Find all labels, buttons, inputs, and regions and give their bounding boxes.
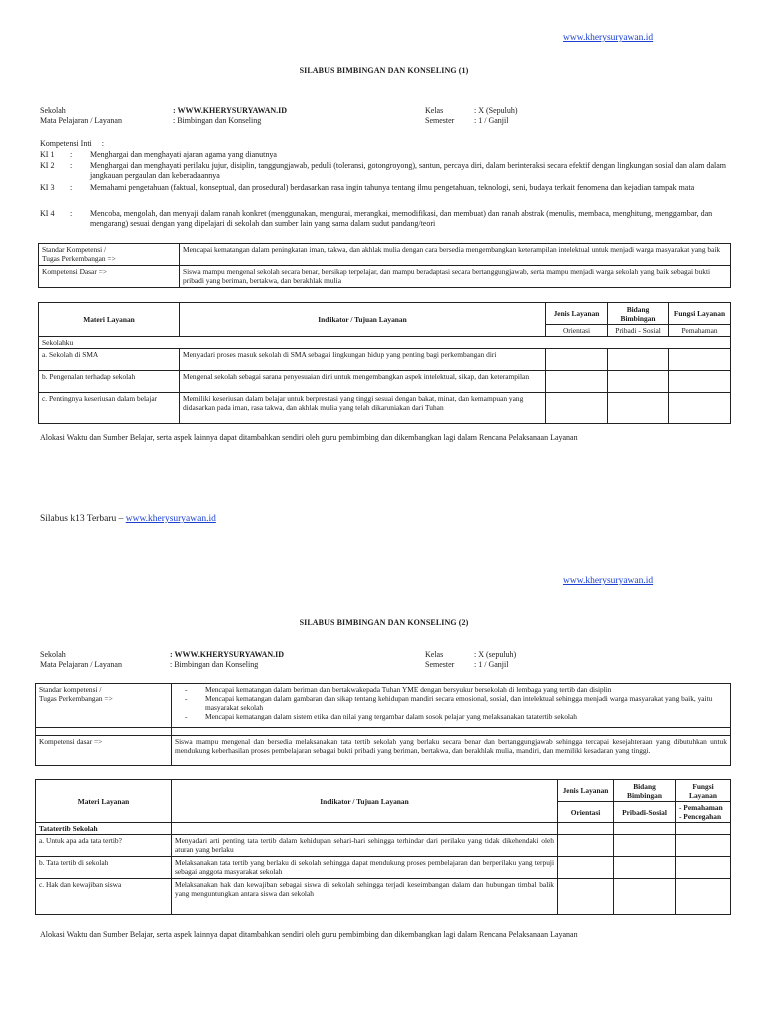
kd-label: Kompetensi dasar => <box>36 736 172 766</box>
th-jenis: Jenis Layanan <box>558 780 614 802</box>
list-item: - Mencapai kematangan dalam sistem etika dan nilai yang tergambar dalam sosok pelajar yang melaksanakan tatatertib sekolah <box>175 712 727 721</box>
materi-cell: a. Sekolah di SMA <box>39 349 180 371</box>
ki-label: KI 3 <box>40 183 55 192</box>
ki-colon: : <box>70 209 73 218</box>
ki-colon: : <box>70 161 73 170</box>
empty-cell <box>172 823 558 835</box>
empty-cell <box>669 371 731 393</box>
semester-value: : 1 / Ganjil <box>474 660 509 669</box>
empty-cell <box>558 879 614 915</box>
sub-bidang: Pribadi - Sosial <box>608 325 669 337</box>
indikator-cell: Memiliki keseriusan dalam belajar untuk berprestasi yang tinggi sesuai dengan bakat, minat, dan kemampuan yang didasarkan pada iman, rasa takwa, dan akhlak mulia yang telah dikaruniakan dari Tuhan <box>180 393 546 424</box>
empty-cell <box>669 349 731 371</box>
empty-cell <box>614 857 676 879</box>
kelas-value: : X (sepuluh) <box>474 650 517 659</box>
sub-bidang: Pribadi-Sosial <box>614 802 676 823</box>
indikator-cell: Mengenal sekolah sebagai sarana penyesuaian diri untuk mengembangkan aspek intelektual, sikap, dan keterampilan <box>180 371 546 393</box>
empty-cell <box>558 835 614 857</box>
th-fungsi: Fungsi Layanan <box>669 303 731 325</box>
ki-colon: : <box>70 150 73 159</box>
note-text: Alokasi Waktu dan Sumber Belajar, serta aspek lainnya dapat ditambahkan sendiri oleh guru pembimbing dan dikembangkan lagi dalam Rencana Pelaksanaan Layanan <box>40 433 578 442</box>
th-indikator: Indikator / Tujuan Layanan <box>180 303 546 337</box>
empty-cell <box>546 349 608 371</box>
spacer-cell <box>172 728 731 736</box>
sub-jenis: Orientasi <box>558 802 614 823</box>
mapel-label: Mata Pelajaran / Layanan <box>40 660 122 669</box>
ki-text: Memahami pengetahuan (faktual, konseptual, dan prosedural) berdasarkan rasa ingin tahunya tentang ilmu pengetahuan, teknologi, seni, budaya terkait fenomena dan kejadian tampak mata <box>90 183 695 192</box>
semester-label: Semester <box>425 660 455 669</box>
table-row <box>36 857 731 879</box>
empty-cell <box>614 879 676 915</box>
empty-cell <box>608 349 669 371</box>
empty-cell <box>676 857 731 879</box>
section-label: Sekolahku <box>39 337 731 349</box>
page-title-2: SILABUS BIMBINGAN DAN KONSELING (2) <box>299 618 469 627</box>
mapel-value: : Bimbingan dan Konseling <box>170 660 259 669</box>
ki-row-1 <box>40 150 730 160</box>
list-item: - Mencapai kematangan dalam beriman dan bertakwakepada Tuhan YME dengan bersyukur bersekolah di lembaga yang tertib dan disiplin <box>175 685 727 694</box>
ki-text: Menghargai dan menghayati ajaran agama yang dianutnya <box>90 150 277 159</box>
header-link-top-2[interactable]: www.kherysuryawan.id <box>563 576 654 586</box>
kompetensi-table <box>38 243 731 288</box>
materi-cell: a. Untuk apa ada tata tertib? <box>36 835 172 857</box>
indikator-cell: Menyadari arti penting tata tertib dalam kehidupan sehari-hari sehingga terhindar dari perilaku yang tidak dikehendaki oleh aturan yang berlaku <box>172 835 558 857</box>
sub-fungsi-2: - Pencegahan <box>679 812 722 821</box>
empty-cell <box>614 835 676 857</box>
th-jenis: Jenis Layanan <box>546 303 608 325</box>
ki-row-2 <box>40 161 730 181</box>
sekolah-value: : WWW.KHERYSURYAWAN.ID <box>170 650 285 659</box>
info-row-sekolah <box>40 106 740 116</box>
ki-heading: Kompetensi Inti : <box>40 139 104 148</box>
sk-list <box>175 685 727 721</box>
section-label: Tatatertib Sekolah <box>36 823 172 835</box>
sub-fungsi: Pemahaman <box>669 325 731 337</box>
info-row-mapel <box>40 116 740 126</box>
indikator-cell: Melaksanakan hak dan kewajiban sebagai siswa di sekolah sehingga terjadi keseimbangan dalam dan hubungan timbal balik yang menguntungkan antara siswa dan sekolah <box>172 879 558 915</box>
semester-value: : 1 / Ganjil <box>474 116 509 125</box>
kd-text: Siswa mampu mengenal dan bersedia melaksanakan tata tertib sekolah yang berlaku secara benar dan bertanggungjawab sehingga tercapai kesejahteraan yang dibutuhkan untuk mendukung keberhasilan proses pembelajaran sebagai bukti pribadi yang beriman, bertakwa, dan berakhlak mulia, mandiri, dan memiliki kesadaran yang tinggi. <box>172 736 731 766</box>
empty-cell <box>676 879 731 915</box>
empty-cell <box>546 393 608 424</box>
empty-cell <box>546 371 608 393</box>
sk-list-cell <box>172 684 731 728</box>
kelas-value: : X (Sepuluh) <box>474 106 518 115</box>
footer-text: Silabus k13 Terbaru – <box>40 514 126 524</box>
th-fungsi: Fungsi Layanan <box>676 780 731 802</box>
th-bidang: Bidang Bimbingan <box>608 303 669 325</box>
materi-cell: c. Hak dan kewajiban siswa <box>36 879 172 915</box>
sekolah-label: Sekolah <box>40 650 66 659</box>
materi-cell: b. Pengenalan terhadap sekolah <box>39 371 180 393</box>
sub-jenis: Orientasi <box>546 325 608 337</box>
footer-line <box>40 514 216 524</box>
ki-label: KI 4 <box>40 209 55 218</box>
sekolah-value: : WWW.KHERYSURYAWAN.ID <box>173 106 288 115</box>
table-row <box>39 349 731 371</box>
ki-row-3 <box>40 183 730 203</box>
empty-cell <box>558 857 614 879</box>
th-bidang: Bidang Bimbingan <box>614 780 676 802</box>
empty-cell <box>608 393 669 424</box>
materi-table-2 <box>35 779 731 915</box>
table-row <box>36 879 731 915</box>
indikator-cell: Melaksanakan tata tertib yang berlaku di sekolah sehingga dapat mendukung proses pembelajaran dan berperilaku yang terpuji sebagai anggota masyarakat sekolah <box>172 857 558 879</box>
header-link-top[interactable]: www.kherysuryawan.id <box>563 33 654 43</box>
ki-colon: : <box>70 183 73 192</box>
spacer-cell <box>36 728 172 736</box>
sub-fungsi-1: - Pemahaman <box>679 803 723 812</box>
indikator-cell: Menyadari proses masuk sekolah di SMA sebagai lingkungan hidup yang penting bagi perkembangan diri <box>180 349 546 371</box>
footer-link[interactable]: www.kherysuryawan.id <box>125 514 216 524</box>
ki-text: Menghargai dan menghayati perilaku jujur, disiplin, tanggungjawab, peduli (toleransi, gotongroyong), santun, percaya diri, dalam berinteraksi secara efektif dengan lingkungan sosial dan alam dalam jangkauan pergaulan dan keberadaannya <box>90 161 727 180</box>
empty-cell <box>608 371 669 393</box>
sk-label: Standar Kompetensi / Tugas Perkembangan => <box>39 244 180 266</box>
page-title: SILABUS BIMBINGAN DAN KONSELING (1) <box>299 66 469 75</box>
th-indikator: Indikator / Tujuan Layanan <box>172 780 558 823</box>
materi-cell: c. Pentingnya keseriusan dalam belajar <box>39 393 180 424</box>
sk-label: Standar kompetensi / Tugas Perkembangan => <box>36 684 172 728</box>
empty-cell <box>614 823 676 835</box>
info-row-mapel-2 <box>40 660 740 670</box>
materi-table <box>38 302 731 424</box>
sub-fungsi-cell <box>676 802 731 823</box>
note-text-2: Alokasi Waktu dan Sumber Belajar, serta aspek lainnya dapat ditambahkan sendiri oleh guru pembimbing dan dikembangkan lagi dalam Rencana Pelaksanaan Layanan <box>40 930 578 939</box>
kd-label: Kompetensi Dasar => <box>39 266 180 288</box>
table-row <box>39 371 731 393</box>
kd-text: Siswa mampu mengenal sekolah secara benar, bersikap terpelajar, dan mampu beradaptasi secara bertanggungjawab, serta mampu menjadi warga sekolah yang baik sebagai bukti pribadi yang beriman, bertakwa, dan berakhlak mulia <box>180 266 731 288</box>
info-row-sekolah-2 <box>40 650 740 660</box>
th-materi: Materi Layanan <box>36 780 172 823</box>
th-materi: Materi Layanan <box>39 303 180 337</box>
ki-label: KI 2 <box>40 161 55 170</box>
kelas-label: Kelas <box>425 106 444 115</box>
list-item: - Mencapai kematangan dalam gambaran dan sikap tentang kehidupan mandiri secara emosional, sosial, dan intelektual sehingga menjadi warga masyarakat yang baik, yaitu masyarakat sekolah <box>175 694 727 712</box>
sekolah-label: Sekolah <box>40 106 66 115</box>
mapel-label: Mata Pelajaran / Layanan <box>40 116 122 125</box>
ki-row-4 <box>40 209 730 229</box>
empty-cell <box>558 823 614 835</box>
ki-text: Mencoba, mengolah, dan menyaji dalam ranah konkret (menggunakan, mengurai, merangkai, memodifikasi, dan membuat) dan ranah abstrak (menulis, membaca, menghitung, menggambar, dan mengarang) sesuai dengan yang dipelajari di sekolah dan sumber lain yang sama dalam sudut pandang/teori <box>90 209 713 228</box>
empty-cell <box>676 823 731 835</box>
kompetensi-table-2 <box>35 683 731 766</box>
empty-cell <box>676 835 731 857</box>
table-row <box>39 393 731 424</box>
empty-cell <box>669 393 731 424</box>
kelas-label: Kelas <box>425 650 444 659</box>
sk-text: Mencapai kematangan dalam peningkatan iman, takwa, dan akhlak mulia dengan cara bersedia mengembangkan keterampilan intelektual untuk menjadi warga masyarakat yang baik <box>180 244 731 266</box>
table-row <box>36 835 731 857</box>
ki-label: KI 1 <box>40 150 55 159</box>
materi-cell: b. Tata tertib di sekolah <box>36 857 172 879</box>
mapel-value: : Bimbingan dan Konseling <box>173 116 262 125</box>
semester-label: Semester <box>425 116 455 125</box>
